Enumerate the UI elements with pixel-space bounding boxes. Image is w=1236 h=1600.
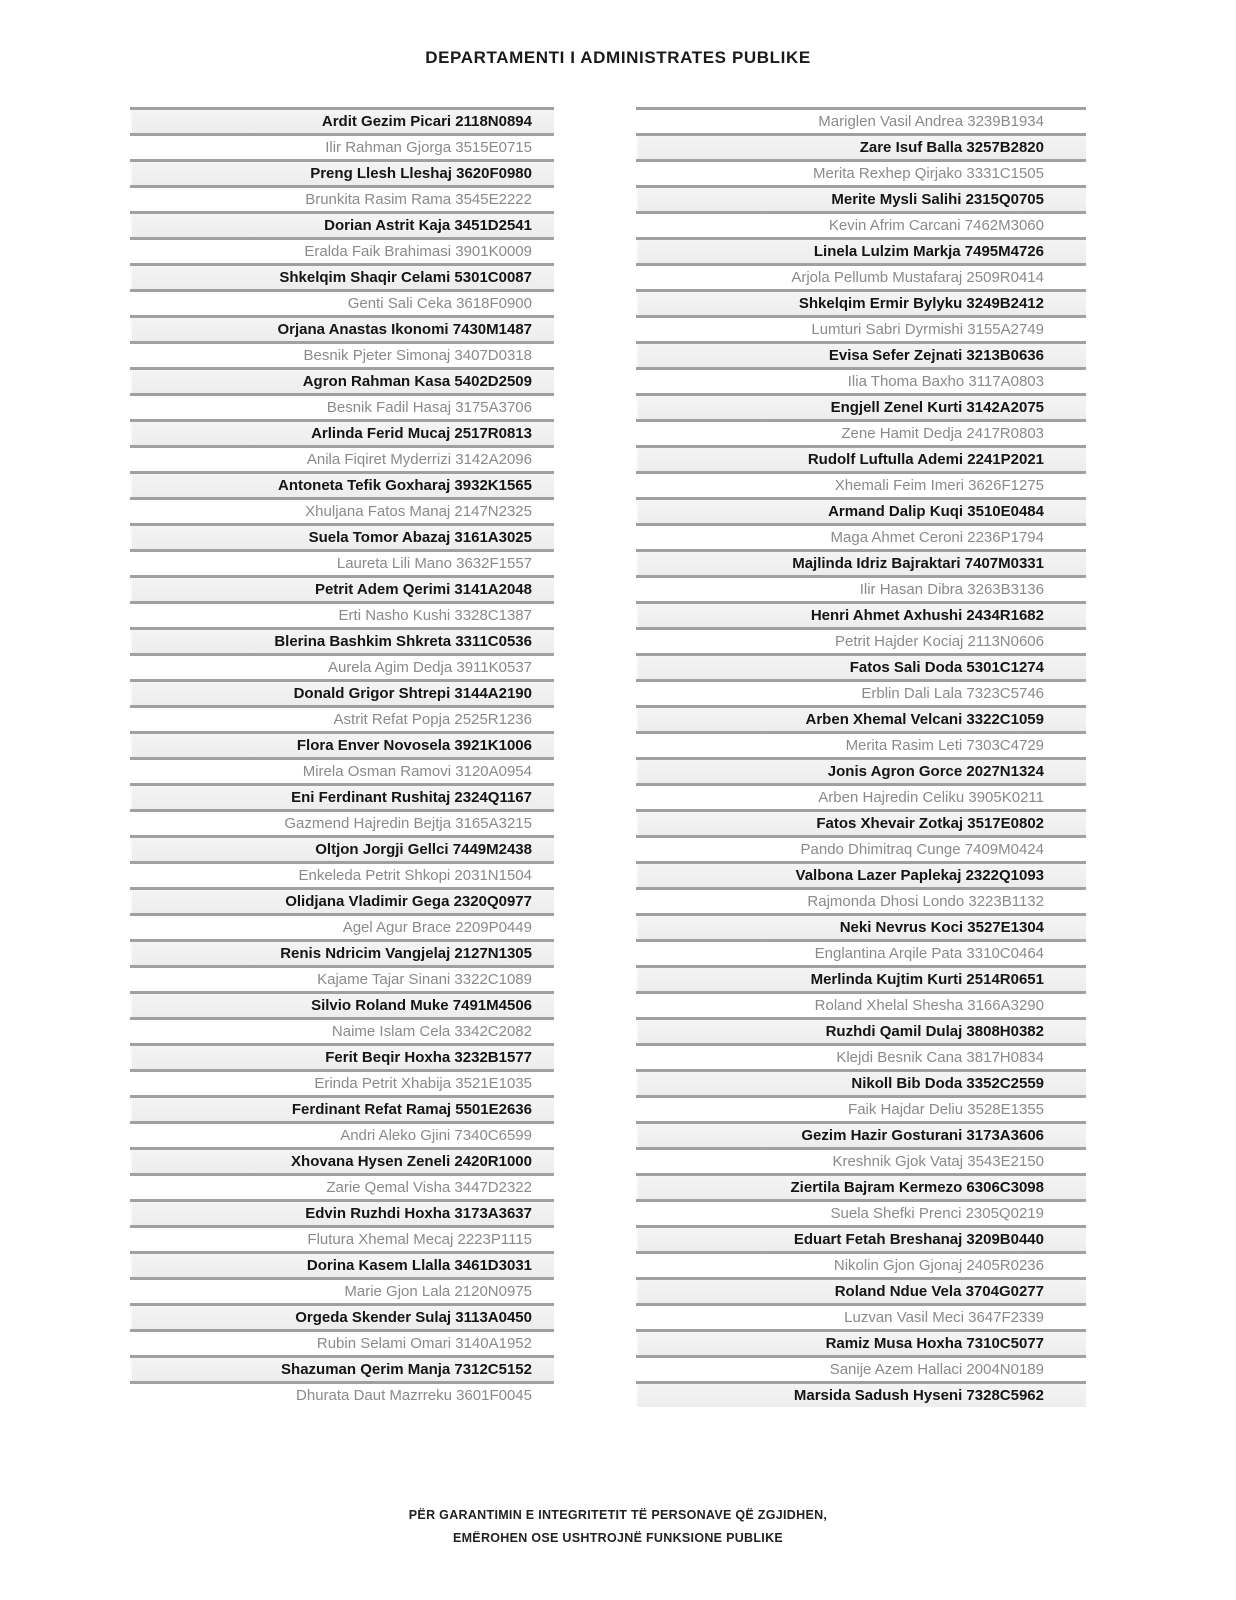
person-row: Donald Grigor Shtrepi 3144A2190 — [130, 679, 554, 705]
person-row: Linela Lulzim Markja 7495M4726 — [636, 237, 1086, 263]
person-row: Klejdi Besnik Cana 3817H0834 — [636, 1043, 1086, 1069]
person-row: Rajmonda Dhosi Londo 3223B1132 — [636, 887, 1086, 913]
person-row: Renis Ndricim Vangjelaj 2127N1305 — [130, 939, 554, 965]
person-row: Edvin Ruzhdi Hoxha 3173A3637 — [130, 1199, 554, 1225]
person-row: Faik Hajdar Deliu 3528E1355 — [636, 1095, 1086, 1121]
person-row: Arjola Pellumb Mustafaraj 2509R0414 — [636, 263, 1086, 289]
person-row: Zarie Qemal Visha 3447D2322 — [130, 1173, 554, 1199]
person-row: Oltjon Jorgji Gellci 7449M2438 — [130, 835, 554, 861]
person-row: Erti Nasho Kushi 3328C1387 — [130, 601, 554, 627]
person-row: Majlinda Idriz Bajraktari 7407M0331 — [636, 549, 1086, 575]
person-row: Armand Dalip Kuqi 3510E0484 — [636, 497, 1086, 523]
person-row: Laureta Lili Mano 3632F1557 — [130, 549, 554, 575]
person-row: Flutura Xhemal Mecaj 2223P1115 — [130, 1225, 554, 1251]
person-row: Lumturi Sabri Dyrmishi 3155A2749 — [636, 315, 1086, 341]
person-row: Antoneta Tefik Goxharaj 3932K1565 — [130, 471, 554, 497]
name-list-left — [130, 107, 554, 1407]
person-row: Agron Rahman Kasa 5402D2509 — [130, 367, 554, 393]
person-row: Arben Hajredin Celiku 3905K0211 — [636, 783, 1086, 809]
person-row: Xhovana Hysen Zeneli 2420R1000 — [130, 1147, 554, 1173]
person-row: Dorina Kasem Llalla 3461D3031 — [130, 1251, 554, 1277]
person-row: Astrit Refat Popja 2525R1236 — [130, 705, 554, 731]
person-row: Fatos Xhevair Zotkaj 3517E0802 — [636, 809, 1086, 835]
person-row: Shkelqim Shaqir Celami 5301C0087 — [130, 263, 554, 289]
person-row: Petrit Adem Qerimi 3141A2048 — [130, 575, 554, 601]
person-row: Aurela Agim Dedja 3911K0537 — [130, 653, 554, 679]
person-row: Kajame Tajar Sinani 3322C1089 — [130, 965, 554, 991]
person-row: Erinda Petrit Xhabija 3521E1035 — [130, 1069, 554, 1095]
person-row: Dhurata Daut Mazrreku 3601F0045 — [130, 1381, 554, 1407]
person-row: Marsida Sadush Hyseni 7328C5962 — [636, 1381, 1086, 1407]
person-row: Orjana Anastas Ikonomi 7430M1487 — [130, 315, 554, 341]
person-row: Luzvan Vasil Meci 3647F2339 — [636, 1303, 1086, 1329]
person-row: Kevin Afrim Carcani 7462M3060 — [636, 211, 1086, 237]
person-row: Pando Dhimitraq Cunge 7409M0424 — [636, 835, 1086, 861]
footer-line-1: PËR GARANTIMIN E INTEGRITETIT TË PERSONAVE QË ZGJIDHEN, — [408, 1508, 828, 1522]
person-row: Ramiz Musa Hoxha 7310C5077 — [636, 1329, 1086, 1355]
person-row: Ziertila Bajram Kermezo 6306C3098 — [636, 1173, 1086, 1199]
person-row: Petrit Hajder Kociaj 2113N0606 — [636, 627, 1086, 653]
person-row: Marie Gjon Lala 2120N0975 — [130, 1277, 554, 1303]
person-row: Eni Ferdinant Rushitaj 2324Q1167 — [130, 783, 554, 809]
person-row: Merita Rasim Leti 7303C4729 — [636, 731, 1086, 757]
person-row: Gezim Hazir Gosturani 3173A3606 — [636, 1121, 1086, 1147]
person-row: Xhemali Feim Imeri 3626F1275 — [636, 471, 1086, 497]
person-row: Erblin Dali Lala 7323C5746 — [636, 679, 1086, 705]
person-row: Ferit Beqir Hoxha 3232B1577 — [130, 1043, 554, 1069]
person-row: Merita Rexhep Qirjako 3331C1505 — [636, 159, 1086, 185]
person-row: Suela Shefki Prenci 2305Q0219 — [636, 1199, 1086, 1225]
person-row: Ardit Gezim Picari 2118N0894 — [130, 107, 554, 133]
person-row: Gazmend Hajredin Bejtja 3165A3215 — [130, 809, 554, 835]
person-row: Rudolf Luftulla Ademi 2241P2021 — [636, 445, 1086, 471]
person-row: Jonis Agron Gorce 2027N1324 — [636, 757, 1086, 783]
person-row: Englantina Arqile Pata 3310C0464 — [636, 939, 1086, 965]
person-row: Orgeda Skender Sulaj 3113A0450 — [130, 1303, 554, 1329]
person-row: Nikolin Gjon Gjonaj 2405R0236 — [636, 1251, 1086, 1277]
name-lists — [130, 107, 1086, 1407]
person-row: Brunkita Rasim Rama 3545E2222 — [130, 185, 554, 211]
person-row: Kreshnik Gjok Vataj 3543E2150 — [636, 1147, 1086, 1173]
person-row: Xhuljana Fatos Manaj 2147N2325 — [130, 497, 554, 523]
person-row: Fatos Sali Doda 5301C1274 — [636, 653, 1086, 679]
person-row: Genti Sali Ceka 3618F0900 — [130, 289, 554, 315]
person-row: Nikoll Bib Doda 3352C2559 — [636, 1069, 1086, 1095]
person-row: Anila Fiqiret Myderrizi 3142A2096 — [130, 445, 554, 471]
person-row: Eralda Faik Brahimasi 3901K0009 — [130, 237, 554, 263]
person-row: Ilia Thoma Baxho 3117A0803 — [636, 367, 1086, 393]
person-row: Shkelqim Ermir Bylyku 3249B2412 — [636, 289, 1086, 315]
footer-line-2: EMËROHEN OSE USHTROJNË FUNKSIONE PUBLIKE — [452, 1530, 784, 1545]
person-row: Besnik Fadil Hasaj 3175A3706 — [130, 393, 554, 419]
person-row: Dorian Astrit Kaja 3451D2541 — [130, 211, 554, 237]
page-footer — [0, 1504, 1236, 1549]
person-row: Roland Xhelal Shesha 3166A3290 — [636, 991, 1086, 1017]
page-title: DEPARTAMENTI I ADMINISTRATES PUBLIKE — [425, 48, 811, 67]
person-row: Arben Xhemal Velcani 3322C1059 — [636, 705, 1086, 731]
person-row: Valbona Lazer Paplekaj 2322Q1093 — [636, 861, 1086, 887]
person-row: Olidjana Vladimir Gega 2320Q0977 — [130, 887, 554, 913]
person-row: Rubin Selami Omari 3140A1952 — [130, 1329, 554, 1355]
person-row: Arlinda Ferid Mucaj 2517R0813 — [130, 419, 554, 445]
person-row: Merite Mysli Salihi 2315Q0705 — [636, 185, 1086, 211]
person-row: Mirela Osman Ramovi 3120A0954 — [130, 757, 554, 783]
person-row: Eduart Fetah Breshanaj 3209B0440 — [636, 1225, 1086, 1251]
person-row: Andri Aleko Gjini 7340C6599 — [130, 1121, 554, 1147]
person-row: Sanije Azem Hallaci 2004N0189 — [636, 1355, 1086, 1381]
person-row: Merlinda Kujtim Kurti 2514R0651 — [636, 965, 1086, 991]
person-row: Maga Ahmet Ceroni 2236P1794 — [636, 523, 1086, 549]
person-row: Ilir Hasan Dibra 3263B3136 — [636, 575, 1086, 601]
person-row: Evisa Sefer Zejnati 3213B0636 — [636, 341, 1086, 367]
person-row: Flora Enver Novosela 3921K1006 — [130, 731, 554, 757]
person-row: Ruzhdi Qamil Dulaj 3808H0382 — [636, 1017, 1086, 1043]
person-row: Blerina Bashkim Shkreta 3311C0536 — [130, 627, 554, 653]
person-row: Besnik Pjeter Simonaj 3407D0318 — [130, 341, 554, 367]
person-row: Agel Agur Brace 2209P0449 — [130, 913, 554, 939]
person-row: Ferdinant Refat Ramaj 5501E2636 — [130, 1095, 554, 1121]
name-list-right — [636, 107, 1086, 1407]
person-row: Neki Nevrus Koci 3527E1304 — [636, 913, 1086, 939]
person-row: Suela Tomor Abazaj 3161A3025 — [130, 523, 554, 549]
person-row: Henri Ahmet Axhushi 2434R1682 — [636, 601, 1086, 627]
person-row: Ilir Rahman Gjorga 3515E0715 — [130, 133, 554, 159]
person-row: Engjell Zenel Kurti 3142A2075 — [636, 393, 1086, 419]
person-row: Shazuman Qerim Manja 7312C5152 — [130, 1355, 554, 1381]
person-row: Silvio Roland Muke 7491M4506 — [130, 991, 554, 1017]
person-row: Zare Isuf Balla 3257B2820 — [636, 133, 1086, 159]
person-row: Zene Hamit Dedja 2417R0803 — [636, 419, 1086, 445]
person-row: Enkeleda Petrit Shkopi 2031N1504 — [130, 861, 554, 887]
person-row: Roland Ndue Vela 3704G0277 — [636, 1277, 1086, 1303]
person-row: Naime Islam Cela 3342C2082 — [130, 1017, 554, 1043]
person-row: Mariglen Vasil Andrea 3239B1934 — [636, 107, 1086, 133]
person-row: Preng Llesh Lleshaj 3620F0980 — [130, 159, 554, 185]
